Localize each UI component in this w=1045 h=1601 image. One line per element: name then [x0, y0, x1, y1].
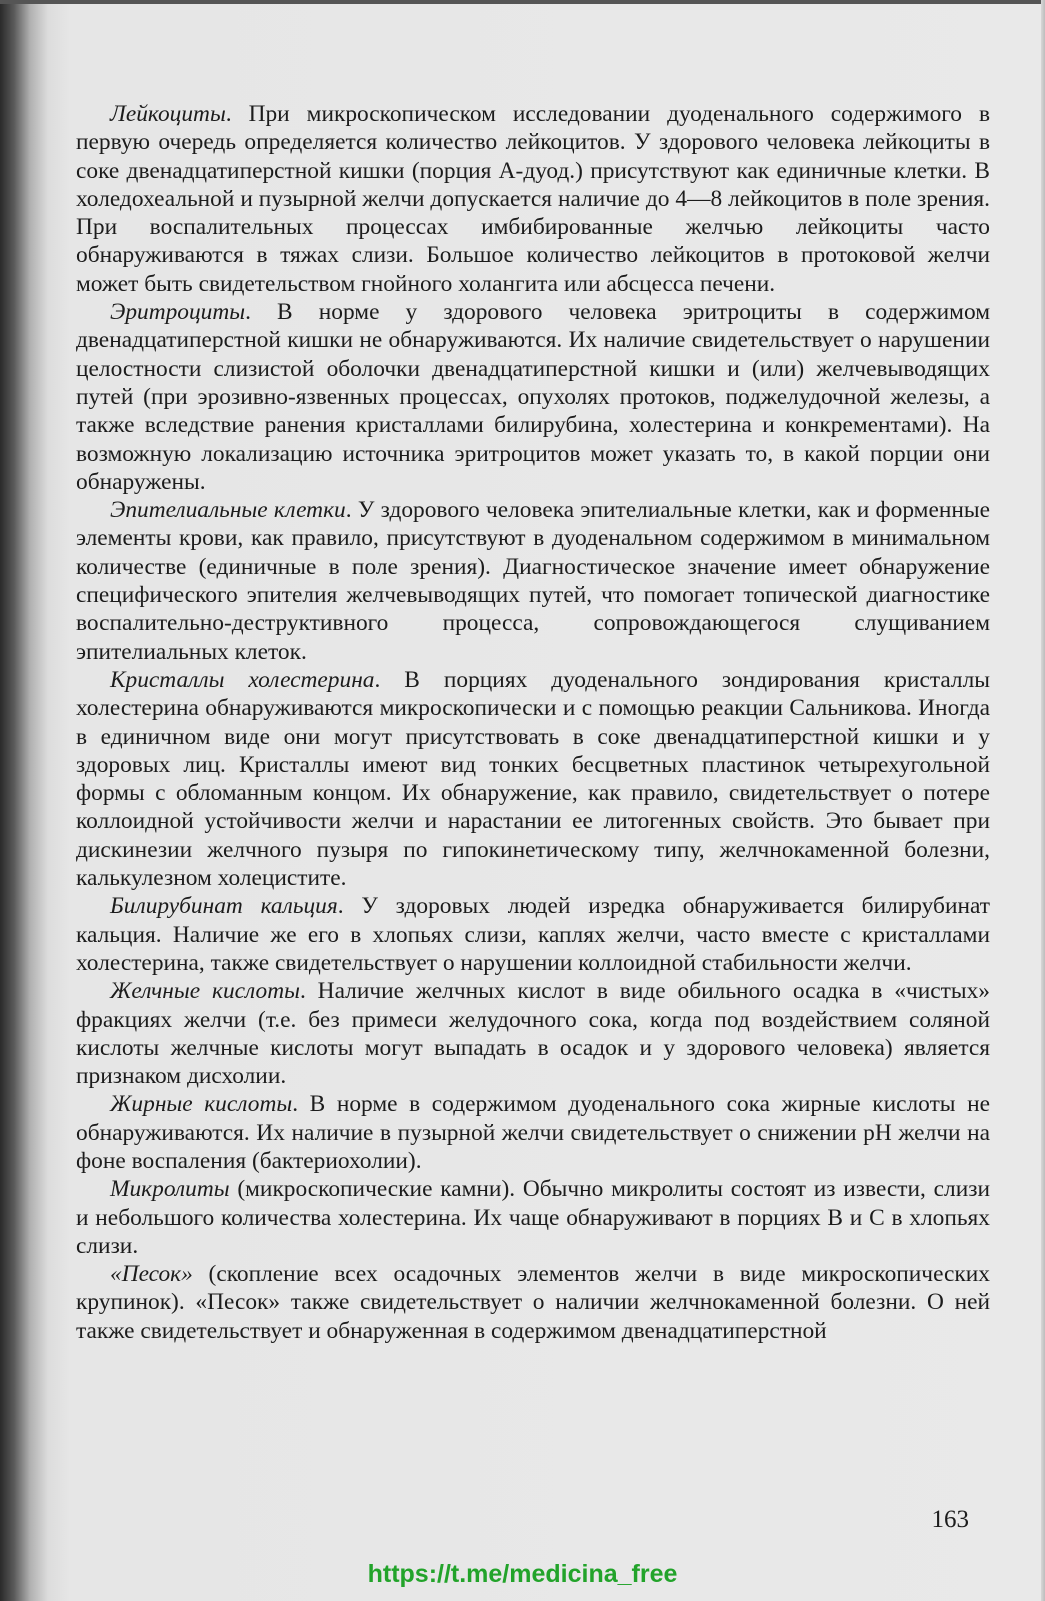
paragraph-text: . Наличие желчных кислот в виде обильного осадка в «чистых» фракциях желчи (т.е. без примеси желудочного сока, когда под воздействием соляной кислоты желчные кислоты могут выпадать в осадок и у здорового человека) является признаком дисхолии. [76, 978, 990, 1090]
paragraph-calcium-bilirubinate [76, 892, 990, 977]
paragraph-text: . У здоровых людей изредка обнаруживается билирубинат кальция. Наличие же его в хлопьях слизи, каплях желчи, часто вместе с кристаллами холестерина, также свидетельствует о нарушении коллоидной стабильности желчи. [76, 893, 990, 976]
paragraph-fatty-acids [76, 1090, 990, 1175]
body-text [76, 100, 990, 1345]
paragraph-microliths [76, 1175, 990, 1260]
footer-link[interactable]: https://t.me/medicina_free [367, 1560, 678, 1588]
term-fatty-acids: Жирные кислоты [110, 1091, 293, 1118]
paragraph-text: (микроскопические камни). Обычно микролиты состоят из извести, слизи и небольшого количества холестерина. Их чаще обнаруживают в порциях В и С в хлопьях слизи. [76, 1176, 990, 1259]
paragraph-epithelial-cells [76, 496, 990, 666]
term-epithelial-cells: Эпителиальные клетки [110, 497, 346, 524]
page-right-edge [1041, 0, 1045, 1601]
paragraph-text: . В порциях дуоденального зондирования кристаллы холестерина обнаруживаются микроскопически и с помощью реакции Сальникова. Иногда в единичном виде они могут присутствовать в соке двенадцатиперстной кишки и у здоровых лиц. Кристаллы имеют вид тонких бесцветных пластинок четырехугольной формы с обломанным концом. Их обнаружение, как правило, свидетельствует о потере коллоидной устойчивости желчи и нарастании ее литогенных свойств. Это бывает при дискинезии желчного пузыря по гипокинетическому типу, желчнокаменной болезни, калькулезном холецистите. [76, 666, 990, 892]
paragraph-cholesterol-crystals [76, 666, 990, 892]
term-bile-acids: Желчные кислоты [110, 978, 300, 1005]
term-calcium-bilirubinate: Билирубинат кальция [110, 893, 338, 920]
paragraph-text: . В норме в содержимом дуоденального сока жирные кислоты не обнаруживаются. Их наличие в пузырной желчи свидетельствует о снижении pH желчи на фоне воспаления (бактериохолии). [76, 1091, 990, 1174]
term-cholesterol-crystals: Кристаллы холестерина [110, 666, 375, 693]
paragraph-text: . При микроскопическом исследовании дуоденального содержимого в первую очередь определяется количество лейкоцитов. У здорового человека лейкоциты в соке двенадцатиперстной кишки (порция А-дуод.) присутствуют как единичные клетки. В холедохеальной и пузырной желчи допускается наличие до 4—8 лейкоцитов в поле зрения. При воспалительных процессах имбибированные желчью лейкоциты часто обнаруживаются в тяжах слизи. Большое количество лейкоцитов в протоковой желчи может быть свидетельством гнойного холангита или абсцесса печени. [76, 101, 990, 297]
paragraph-leukocytes [76, 100, 990, 298]
paragraph-bile-acids [76, 977, 990, 1090]
paragraph-text: . У здорового человека эпителиальные клетки, как и форменные элементы крови, как правило, присутствуют в дуоденальном содержимом в минимальном количестве (единичные в поле зрения). Диагностическое значение имеет обнаружение специфического эпителия желчевыводящих путей, что помогает топической диагностике воспалительно-деструктивного процесса, сопровождающегося слущиванием эпителиальных клеток. [76, 497, 990, 665]
term-microliths: Микролиты [110, 1176, 230, 1203]
paragraph-text: . В норме у здорового человека эритроциты в содержимом двенадцатиперстной кишки не обнаруживаются. Их наличие свидетельствует о нарушении целостности слизистой оболочки двенадцатиперстной кишки и (или) желчевыводящих путей (при эрозивно-язвенных процессах, опухолях протоков, поджелудочной железы, а также вследствие ранения кристаллами билирубина, холестерина и конкрементами). На возможную локализацию источника эритроцитов может указать то, в какой порции они обнаружены. [76, 299, 990, 495]
page-top-edge [0, 0, 1045, 4]
paragraph-sand [76, 1260, 990, 1345]
term-erythrocytes: Эритроциты [110, 299, 246, 326]
term-sand: «Песок» [110, 1261, 193, 1288]
term-leukocytes: Лейкоциты [110, 101, 226, 127]
paragraph-text: (скопление всех осадочных элементов желчи в виде микроскопических крупинок). «Песок» также свидетельствует о наличии желчнокаменной болезни. О ней также свидетельствует и обнаруженная в содержимом двенадцатиперстной [76, 1261, 990, 1344]
page-number: 163 [931, 1506, 969, 1533]
paragraph-erythrocytes [76, 298, 990, 496]
